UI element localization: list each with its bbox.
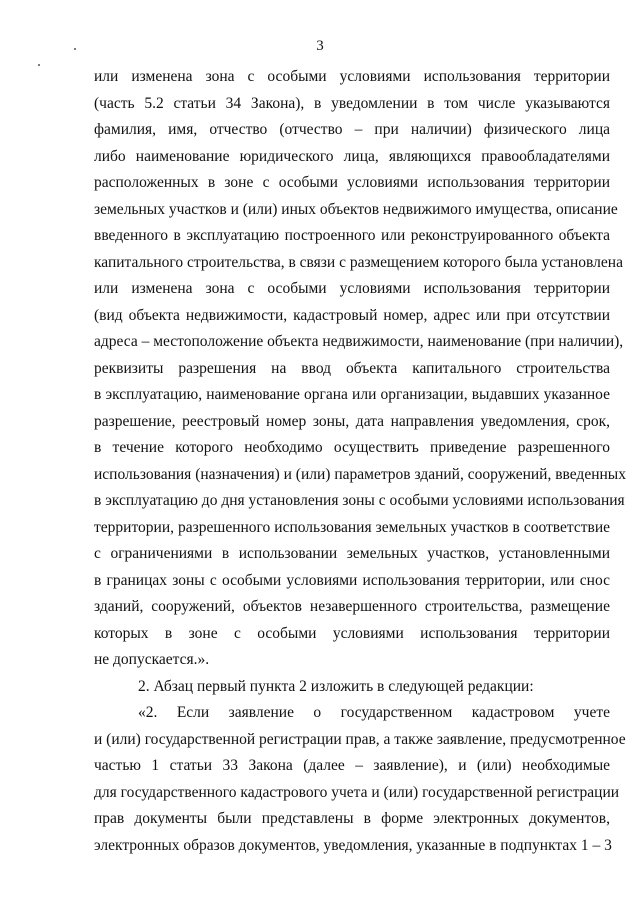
text-line: (часть 5.2 статьи 34 Закона), в уведомлении в том числе указываются [94,94,610,112]
text-line: реквизиты разрешения на ввод объекта капитального строительства [94,359,610,377]
text-line: зданий, сооружений, объектов незавершенного строительства, размещение [94,598,610,615]
text-line: «2. Если заявление о государственном кадастровом учете [138,704,610,721]
text-line: в эксплуатацию, наименование органа или организации, выдавших указанное [94,386,610,403]
text-line: в течение которого необходимо осуществить приведение разрешенного [94,439,610,456]
page-number: 3 [316,38,324,54]
paragraph-heading: 2. Абзац первый пункта 2 изложить в следующей редакции: [138,677,534,695]
text-line: капитального строительства, в связи с размещением которого была установлена [94,253,623,271]
text-line: в эксплуатацию до дня установления зоны с особыми условиями использования [94,492,625,509]
text-line: которых в зоне с особыми условиями использования территории [94,624,610,642]
text-line: электронных образов документов, уведомления, указанные в подпунктах 1 – 3 [94,836,612,854]
text-line: прав документы были представлены в форме электронных документов, [94,810,610,827]
text-line: использования (назначения) и (или) параметров зданий, сооружений, введенных [94,465,626,483]
text-line: и (или) государственной регистрации прав, а также заявление, предусмотренное [94,730,626,748]
text-line: введенного в эксплуатацию построенного или реконструированного объекта [94,227,610,244]
text-line: территории, разрешенного использования земельных участков в соответствие [94,518,610,536]
text-line: расположенных в зоне с особыми условиями использования территории [94,174,610,191]
text-line: земельных участков и (или) иных объектов недвижимого имущества, описание [94,200,618,218]
scan-speck [38,64,40,66]
text-line: (вид объекта недвижимости, кадастровый номер, адрес или при отсутствии [94,306,610,324]
document-body [94,64,626,859]
text-line: разрешение, реестровый номер зоны, дата направления уведомления, срок, [94,412,610,430]
text-line: для государственного кадастрового учета и (или) государственной регистрации [94,783,620,801]
text-line: не допускается.». [94,651,210,668]
text-line: либо наименование юридического лица, являющихся правообладателями [94,147,610,165]
text-line: фамилия, имя, отчество (отчество – при наличии) физического лица [94,121,610,138]
text-line: или изменена зона с особыми условиями использования территории [94,68,610,85]
text-line: частью 1 статьи 33 Закона (далее – заявление), и (или) необходимые [94,757,610,774]
text-line: с ограничениями в использовании земельных участков, установленными [94,545,610,562]
text-line: или изменена зона с особыми условиями использования территории [94,280,610,297]
text-line: в границах зоны с особыми условиями использования территории, или снос [94,571,610,589]
text-line: адреса – местоположение объекта недвижимости, наименование (при наличии), [94,333,624,350]
